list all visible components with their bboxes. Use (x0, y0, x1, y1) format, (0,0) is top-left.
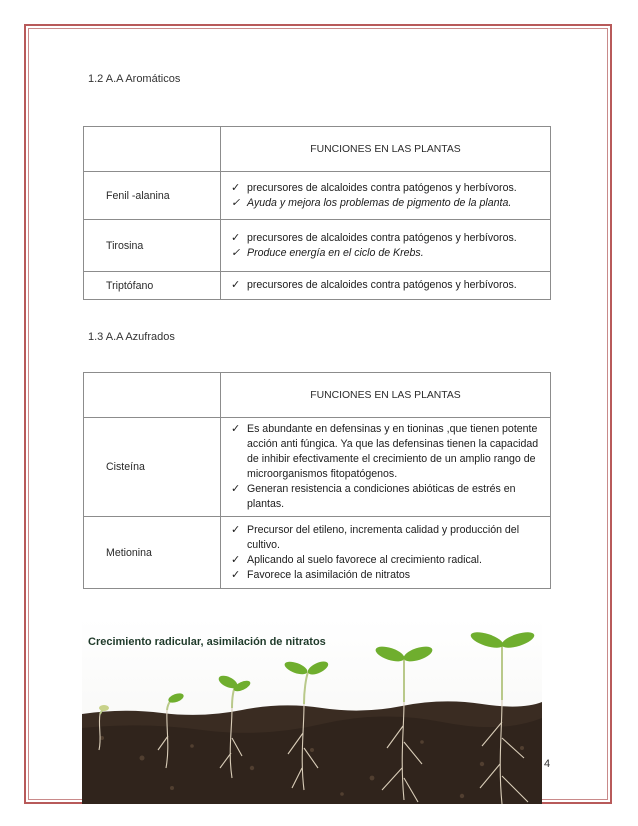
function-item: ✓ precursores de alcaloides contra patógenos y herbívoros. (231, 279, 517, 291)
function-item: ✓ Favorece la asimilación de nitratos (231, 568, 411, 581)
function-item: ✓ Produce energía en el ciclo de Krebs. (231, 246, 424, 259)
table-header-row (84, 373, 551, 418)
function-item: ✓ precursores de alcaloides contra patógenos y herbívoros. (231, 231, 517, 244)
amino-acid-name: Metionina (84, 517, 221, 589)
check-icon: ✓ (231, 181, 241, 194)
amino-acid-name: Tirosina (84, 220, 221, 272)
check-icon: ✓ (231, 196, 241, 209)
amino-acid-name: Fenil -alanina (84, 172, 221, 220)
section-heading-azufrados: 1.3 A.A Azufrados (88, 331, 175, 343)
check-icon: ✓ (231, 423, 241, 435)
function-item: ✓ Ayuda y mejora los problemas de pigmento de la planta. (231, 196, 512, 209)
check-icon: ✓ (231, 279, 241, 291)
function-item: ✓ Generan resistencia a condiciones abióticas de estrés en plantas. (231, 483, 516, 510)
table-header: FUNCIONES EN LAS PLANTAS (221, 127, 551, 172)
table-header-row (84, 127, 551, 172)
section-heading-aromaticos: 1.2 A.A Aromáticos (88, 73, 181, 85)
header-empty-cell (84, 127, 221, 172)
table-row (84, 272, 551, 300)
check-icon: ✓ (231, 246, 241, 259)
function-item: ✓ precursores de alcaloides contra patógenos y herbívoros. (231, 181, 517, 194)
check-icon: ✓ (231, 231, 241, 244)
aromaticos-table (83, 126, 551, 300)
table-header: FUNCIONES EN LAS PLANTAS (221, 373, 551, 418)
check-icon: ✓ (231, 523, 241, 536)
function-item: ✓ Aplicando al suelo favorece al crecimiento radical. (231, 553, 482, 566)
table-row (84, 418, 551, 517)
check-icon: ✓ (231, 553, 241, 566)
check-icon: ✓ (231, 483, 241, 495)
check-icon: ✓ (231, 568, 241, 581)
table-row (84, 517, 551, 589)
amino-acid-name: Cisteína (84, 418, 221, 517)
image-caption: Crecimiento radicular, asimilación de nitratos (88, 636, 326, 648)
amino-acid-name: Triptófano (84, 272, 221, 300)
function-item: ✓ Es abundante en defensinas y en tioninas ,que tienen potente acción anti fúngica. Ya que las defensinas tienen la capacidad de inhibir efectivamente el crecimiento de un amplio rango de microorganismos fitopatógenos. (231, 423, 539, 480)
page-number: 4 (544, 758, 551, 770)
function-item: ✓ Precursor del etileno, incrementa calidad y producción del cultivo. (231, 523, 520, 551)
table-row (84, 172, 551, 220)
azufrados-table (83, 372, 551, 589)
table-row (84, 220, 551, 272)
header-empty-cell (84, 373, 221, 418)
